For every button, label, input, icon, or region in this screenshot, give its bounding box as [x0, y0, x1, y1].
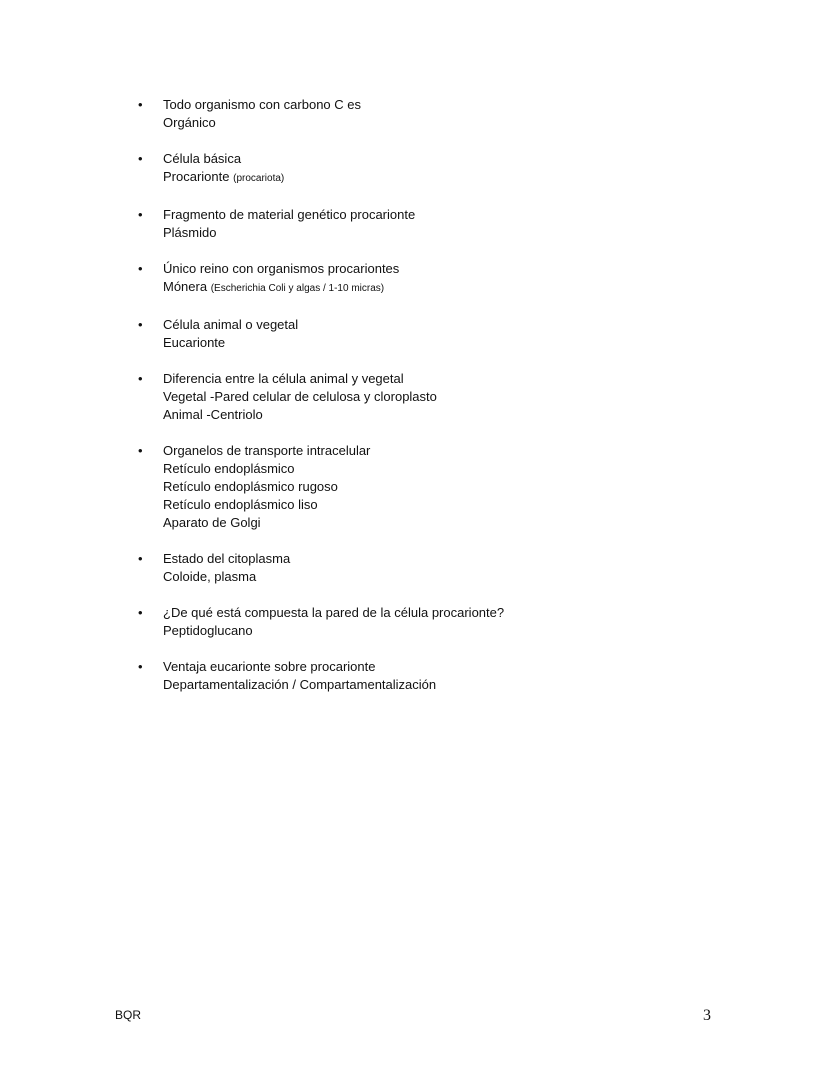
- list-item: • Único reino con organismos procariontes Mónera (Escherichia Coli y algas / 1-10 micras): [0, 260, 828, 298]
- answer-text: Retículo endoplásmico liso: [163, 497, 318, 512]
- answer-text: Coloide, plasma: [163, 569, 257, 584]
- question-text: Organelos de transporte intracelular: [163, 443, 371, 458]
- answer-text: Aparato de Golgi: [163, 515, 261, 530]
- answer-text: Plásmido: [163, 225, 217, 240]
- bullet-list: [0, 96, 828, 712]
- answer-text: Mónera: [163, 279, 208, 294]
- list-item: • Célula animal o vegetal Eucarionte: [0, 316, 828, 352]
- question-text: Único reino con organismos procariontes: [163, 261, 400, 276]
- answer-text: Animal -Centriolo: [163, 407, 263, 422]
- answer-text: Retículo endoplásmico rugoso: [163, 479, 338, 494]
- answer-text: Orgánico: [163, 115, 216, 130]
- question-text: Fragmento de material genético procarionte: [163, 207, 416, 222]
- answer-text: Retículo endoplásmico: [163, 461, 295, 476]
- list-item: • Diferencia entre la célula animal y vegetal Vegetal -Pared celular de celulosa y cloroplasto Animal -Centriolo: [0, 370, 828, 424]
- question-text: Célula básica: [163, 151, 242, 166]
- list-item: • Fragmento de material genético procarionte Plásmido: [0, 206, 828, 242]
- answer-note: (procariota): [233, 173, 285, 184]
- question-text: Estado del citoplasma: [163, 551, 291, 566]
- question-text: Ventaja eucarionte sobre procarionte: [163, 659, 376, 674]
- list-item: • Organelos de transporte intracelular Retículo endoplásmico Retículo endoplásmico rugoso Retículo endoplásmico liso Aparato de Golgi: [0, 442, 828, 532]
- list-item: • Ventaja eucarionte sobre procarionte Departamentalización / Compartamentalización: [0, 658, 828, 694]
- answer-text: Eucarionte: [163, 335, 226, 350]
- question-text: Diferencia entre la célula animal y vegetal: [163, 371, 404, 386]
- answer-text: Procarionte: [163, 169, 230, 184]
- footer-initials: BQR: [115, 1008, 142, 1022]
- question-text: ¿De qué está compuesta la pared de la célula procarionte?: [163, 605, 505, 620]
- list-item: • Todo organismo con carbono C es Orgánico: [0, 96, 828, 132]
- question-text: Célula animal o vegetal: [163, 317, 299, 332]
- question-text: Todo organismo con carbono C es: [163, 97, 362, 112]
- list-item: • Célula básica Procarionte (procariota): [0, 150, 828, 188]
- list-item: • Estado del citoplasma Coloide, plasma: [0, 550, 828, 586]
- list-item: • ¿De qué está compuesta la pared de la célula procarionte? Peptidoglucano: [0, 604, 828, 640]
- page-number: 3: [703, 1007, 711, 1024]
- answer-text: Departamentalización / Compartamentalización: [163, 677, 437, 692]
- answer-note: (Escherichia Coli y algas / 1-10 micras): [210, 283, 385, 294]
- answer-text: Peptidoglucano: [163, 623, 253, 638]
- answer-text: Vegetal -Pared celular de celulosa y cloroplasto: [163, 389, 437, 404]
